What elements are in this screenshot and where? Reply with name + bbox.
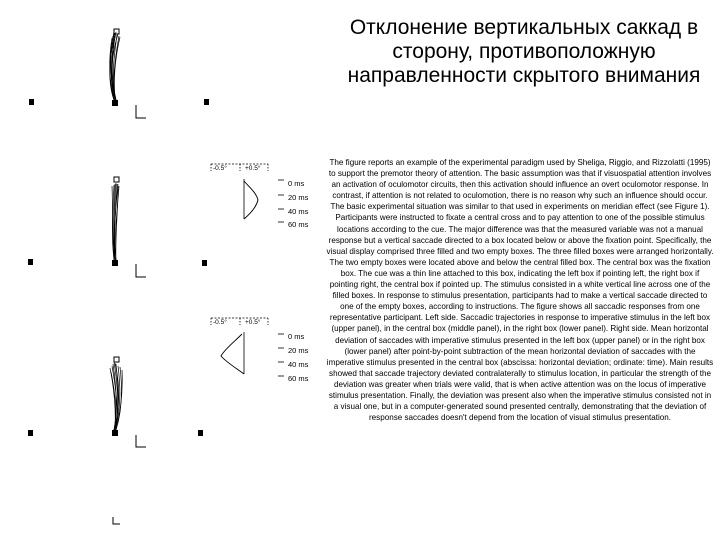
- trajectory-panel-left: [29, 29, 209, 118]
- x-tick-right: +0.5°: [245, 319, 261, 326]
- time-label-60: 60 ms: [288, 220, 309, 229]
- saccade-trajectories: [110, 31, 120, 100]
- filled-box-center: [112, 100, 118, 106]
- figure-caption: The figure reports an example of the experimental paradigm used by Sheliga, Riggio, and Rizzolatti (1995) to support the premotor theory of attention. The basic assumption was that if visuospatial attention involves an activation of oculomotor circuits, then this activation should influence an overt oculomotor response. In contrast, if attention is not related to oculomotion, there is no reason why such an influence should occur. The basic experimental situation was similar to that used in experiments on meridian effect (see Figure 1). Participants were instructed to fixate a central cross and to pay attention to one of the possible stimulus locations according to the cue. The major difference was that the measured variable was not a manual response but a vertical saccade directed to a box located below or above the fixation point. Specifically, the visual display comprised three filled and two empty boxes. The three filled boxes were arranged horizontally. The two empty boxes were located above and below the central filled box. The central box was the fixation box. The cue was a thin line attached to this box, indicating the left box if pointing left, the right box if pointing right, the central box if pointed up. The stimulus consisted in a white vertical line across one of the filled boxes. In response to stimulus presentation, participants had to make a vertical saccade directed to one of the empty boxes, according to instructions. The figure shows all saccadic responses from one representative participant. Left side. Saccadic trajectories in response to imperative stimulus in the left box (upper panel), in the central box (middle panel), in the right box (lower panel). Right side. Mean horizontal deviation of saccades with imperative stimulus presented in the left box (upper panel) or in the right box (lower panel) after point-by-point subtraction of the mean horizontal deviation of saccades with the imperative stimulus presented in the central box (abscissa: horizontal deviation; ordinate: time). Main results showed that saccade trajectory deviated contralaterally to stimulus location, in particular the strength of the deviation was greater when trials were valid, that is when active attention was on the locus of imperative stimulus presentation. Finally, the deviation was present also when the imperative stimulus consisted not in a visual one, but in a computer-generated sound presented centrally, demonstrating that the deviation of response saccades doesn't depend from the location of visual stimulus presentation.: [326, 158, 714, 423]
- trajectory-panel-right: [28, 357, 203, 524]
- saccade-figure: [12, 14, 330, 534]
- filled-box-center: [112, 260, 118, 266]
- cue-line: [136, 435, 146, 447]
- filled-box-center: [112, 430, 118, 436]
- filled-box-right: [198, 430, 203, 436]
- time-label-40: 40 ms: [288, 360, 309, 369]
- time-label-0: 0 ms: [288, 179, 305, 188]
- cue-line: [136, 264, 146, 277]
- filled-box-left: [28, 259, 33, 265]
- mean-deviation-curve: [221, 334, 244, 374]
- time-label-40: 40 ms: [288, 207, 309, 216]
- x-tick-right: +0.5°: [245, 165, 261, 172]
- fixation-marker: [113, 517, 120, 524]
- empty-box-top: [114, 357, 119, 362]
- x-tick-left: -0.5°: [213, 165, 227, 172]
- saccade-trajectories: [110, 362, 122, 430]
- trajectory-panel-center: [28, 177, 207, 277]
- deviation-plot-upper: [211, 164, 309, 229]
- empty-box-top: [114, 177, 119, 182]
- cue-line: [136, 105, 146, 118]
- time-label-0: 0 ms: [288, 332, 305, 341]
- x-tick-left: -0.5°: [213, 319, 227, 326]
- saccade-figure-svg: [12, 14, 330, 534]
- filled-box-left: [28, 430, 33, 436]
- filled-box-right: [204, 99, 209, 105]
- filled-box-right: [202, 260, 207, 266]
- slide-title: Отклонение вертикальных саккад в сторону, противоположную направленности скрытого внимания: [347, 16, 701, 87]
- filled-box-left: [29, 99, 34, 105]
- mean-deviation-curve: [244, 181, 258, 219]
- time-label-20: 20 ms: [288, 193, 309, 202]
- time-label-60: 60 ms: [288, 374, 309, 383]
- deviation-plot-lower: [211, 318, 309, 383]
- saccade-trajectories: [112, 183, 119, 260]
- time-label-20: 20 ms: [288, 346, 309, 355]
